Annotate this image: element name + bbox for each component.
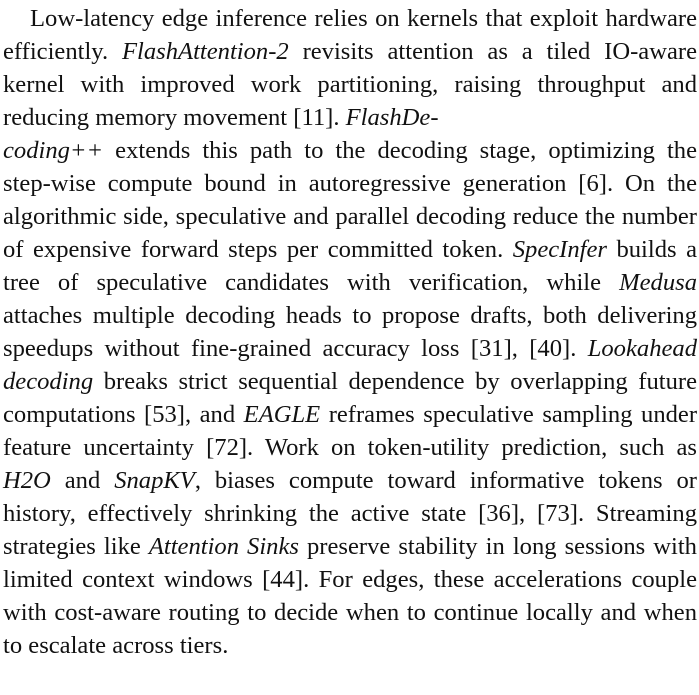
term-attention-sinks: Attention Sinks bbox=[148, 533, 299, 560]
term-lookahead-decoding: Lookahead decoding bbox=[3, 335, 697, 395]
text-run: extends this path to the decoding stage, optimizing the step-wise compute bound in autoregressive generation [6]. On the algorithmic side, speculative and parallel decoding reduce the number of expensive forward steps per committed token. bbox=[3, 137, 697, 263]
text-run: breaks strict sequential dependence by overlapping future computations [53], and bbox=[3, 368, 697, 428]
term-h2o: H2O bbox=[3, 467, 51, 494]
term-snapkv: SnapKV bbox=[114, 467, 195, 494]
term-medusa: Medusa bbox=[619, 269, 697, 296]
text-run: and bbox=[50, 467, 115, 494]
term-flashdecoding-part1: FlashDe- bbox=[345, 104, 439, 131]
term-eagle: EAGLE bbox=[243, 401, 321, 428]
body-paragraph bbox=[3, 2, 697, 662]
text-run: revisits attention as a tiled IO-aware kernel with improved work partitioning, raising throughput and reducing memory movement [11]. bbox=[3, 38, 697, 131]
text-run: builds a tree of speculative candidates with verification, while bbox=[3, 236, 697, 296]
term-flashdecoding-part2: coding++ bbox=[3, 137, 104, 164]
text-run: reframes speculative sampling under feature uncertainty [72]. Work on token-utility prediction, such as bbox=[3, 401, 698, 461]
term-specinfer: SpecInfer bbox=[512, 236, 607, 263]
text-run: Low-latency edge inference relies on kernels that exploit hardware efficiently. bbox=[3, 5, 697, 65]
term-flashattention-2: FlashAttention-2 bbox=[122, 38, 289, 65]
text-run: , biases compute toward informative tokens or history, effectively shrinking the active state [36], [73]. Streaming strategies like bbox=[3, 467, 697, 560]
text-run: preserve stability in long sessions with limited context windows [44]. For edges, these accelerations couple with cost-aware routing to decide when to continue locally and when to escalate across tiers. bbox=[3, 533, 697, 659]
text-run: attaches multiple decoding heads to propose drafts, both delivering speedups without fine-grained accuracy loss [31], [40]. bbox=[3, 302, 697, 362]
